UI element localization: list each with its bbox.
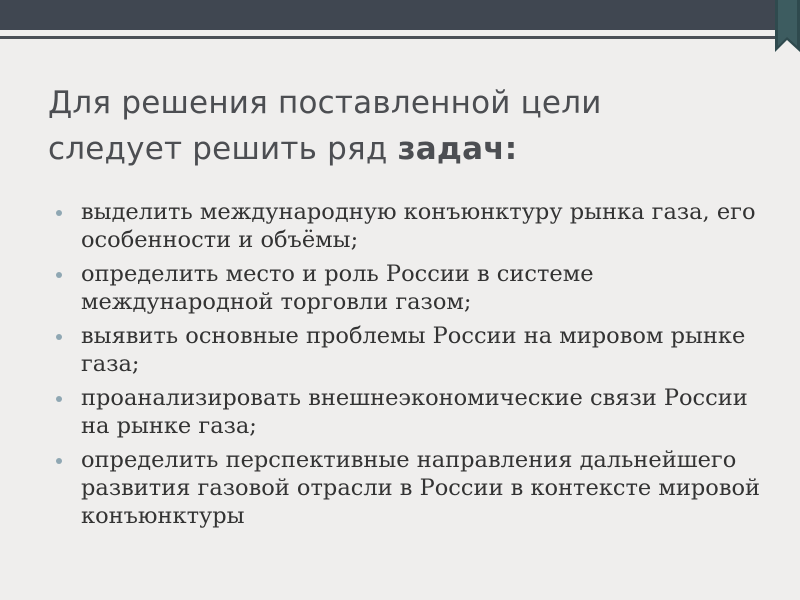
bullet-dot-icon — [56, 458, 62, 464]
bullet-dot-icon — [56, 334, 62, 340]
task-item — [56, 260, 776, 316]
task-item — [56, 384, 776, 440]
task-item-text: выделить международную конъюнктуру рынка газа, его особенности и объёмы; — [81, 199, 756, 253]
slide-title — [48, 80, 768, 172]
accent-line — [0, 36, 800, 39]
task-item-text: проанализировать внешнеэкономические связи России на рынке газа; — [81, 385, 748, 439]
title-line-1: Для решения поставленной цели — [48, 85, 602, 121]
task-item-text: определить перспективные направления дальнейшего развития газовой отрасли в России в контексте мировой конъюнктуры — [81, 447, 761, 529]
title-line-2-strong: задач: — [397, 131, 518, 167]
bullet-dot-icon — [56, 210, 62, 216]
task-list — [56, 198, 776, 536]
task-item-text: выявить основные проблемы России на мировом рынке газа; — [81, 323, 746, 377]
top-bar — [0, 0, 800, 30]
corner-ribbon-icon — [775, 0, 800, 52]
title-line-2-prefix: следует решить ряд — [48, 131, 398, 167]
task-item — [56, 322, 776, 378]
bullet-dot-icon — [56, 396, 62, 402]
task-item — [56, 446, 776, 530]
bullet-dot-icon — [56, 272, 62, 278]
task-item — [56, 198, 776, 254]
task-item-text: определить место и роль России в системе международной торговли газом; — [81, 261, 594, 315]
